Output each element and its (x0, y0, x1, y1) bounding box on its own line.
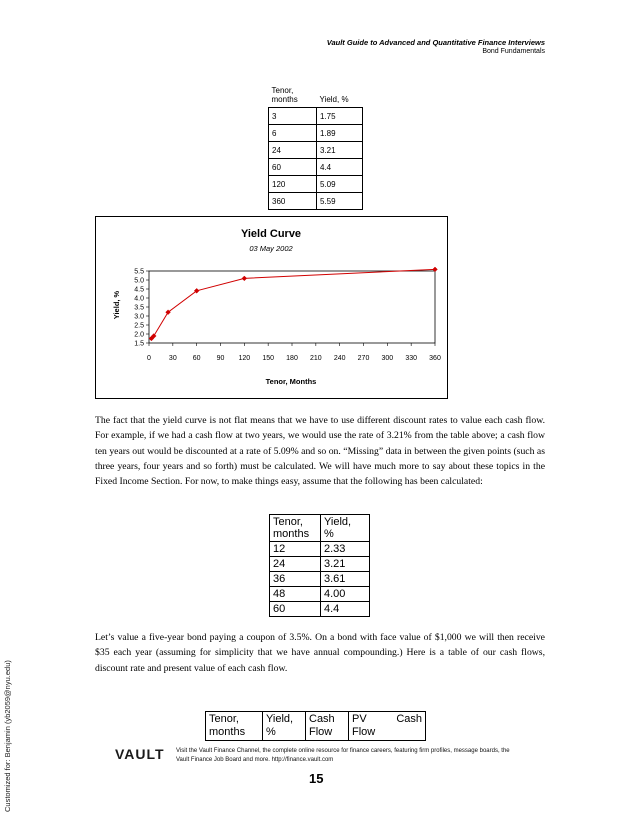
table-row: 48 4.00 (270, 587, 370, 602)
chart-x-axis-label: Tenor, Months (265, 377, 317, 386)
page-number: 15 (309, 771, 324, 786)
chart-plot-area (149, 271, 435, 343)
table-row: 60 4.4 (270, 602, 370, 617)
y-tick-label: 4.0 (134, 295, 144, 303)
header-cell-cash-flow: Cash Flow (306, 712, 349, 741)
yield-table-1-header (269, 86, 363, 108)
x-tick-label: 330 (405, 355, 418, 362)
vault-logo: VAULT (115, 746, 165, 762)
table-row: 36 3.61 (270, 572, 370, 587)
body-paragraph-1: The fact that the yield curve is not flat means that we have to use different discount rates to value each cash flow. For example, if we had a cash flow at two years, we would use the rate of 3.21% from the table above; a cash flow ten years out would be discounted at a rate of 5.09% and so on. “Missing” data in between the given points (such as three years, four years and so forth) must be calculated. We will have much more to say about these topics in the Fixed Income Section. For now, to make things easy, assume that the following has been calculated: (95, 415, 545, 488)
table-row: 360 5.59 (269, 193, 363, 210)
chart-marks (134, 267, 441, 362)
header-cell-tenor: Tenor, months (270, 515, 321, 542)
cash-flow-table (205, 711, 426, 741)
x-tick-label: 270 (357, 355, 370, 362)
yield-curve-chart (95, 216, 448, 399)
y-tick-label: 5.5 (134, 268, 144, 276)
customized-for-sidebar: Customized for: Benjamin (yb2059@nyu.edu) (3, 660, 12, 812)
header-cell-tenor: Tenor, months (206, 712, 263, 741)
x-tick-label: 210 (309, 355, 322, 362)
chart-subtitle: 03 May 2002 (249, 244, 293, 253)
cash-flow-table-header (206, 712, 426, 741)
y-tick-label: 4.5 (134, 286, 144, 294)
table-row: 60 4.4 (269, 159, 363, 176)
table-row: 24 3.21 (269, 142, 363, 159)
x-tick-label: 180 (286, 355, 298, 362)
yield-series-line (151, 269, 435, 338)
y-tick-label: 2.0 (134, 331, 144, 339)
x-tick-label: 240 (333, 355, 346, 362)
header-cell-yield: Yield, % (319, 95, 349, 104)
table-row: 6 1.89 (269, 125, 363, 142)
chart-title: Yield Curve (240, 228, 302, 240)
x-tick-label: 30 (168, 355, 177, 362)
running-header-title: Vault Guide to Advanced and Quantitative Finance Interviews (326, 38, 545, 47)
table-row: 12 2.33 (270, 542, 370, 557)
yield-data-point (242, 276, 247, 281)
chart-y-axis-label: Yield, % (112, 290, 121, 320)
y-tick-label: 2.5 (134, 322, 144, 330)
header-cell-yield: Yield, % (321, 515, 370, 542)
yield-table-2-header (270, 515, 370, 542)
body-paragraph-2: Let’s value a five-year bond paying a coupon of 3.5%. On a bond with face value of $1,000 we will then receive $35 each year (assuming for simplicity that we have annual compounding.) Here is a table of our cash flows, discount rate and present value of each cash flow. (95, 632, 545, 674)
footer-note: Visit the Vault Finance Channel, the complete online resource for finance careers, featuring firm profiles, message boards, the Vault Finance Job Board and more. http://finance.vault.com (176, 748, 510, 763)
x-tick-label: 120 (238, 355, 251, 362)
x-tick-label: 300 (381, 355, 394, 362)
table-row: 3 1.75 (269, 108, 363, 125)
y-tick-label: 3.5 (134, 304, 144, 312)
yield-table-1 (268, 86, 363, 210)
table-row: 120 5.09 (269, 176, 363, 193)
x-tick-label: 60 (192, 355, 201, 362)
table-row: 24 3.21 (270, 557, 370, 572)
x-tick-label: 90 (216, 355, 225, 362)
y-tick-label: 1.5 (134, 340, 144, 348)
header-cell-yield: Yield, % (263, 712, 306, 741)
header-cell-pv-cash-flow: PV Cash Flow (349, 712, 426, 741)
header-cell-tenor: Tenor, months (271, 86, 298, 104)
y-tick-label: 5.0 (134, 277, 144, 285)
x-tick-label: 360 (429, 355, 441, 362)
x-tick-label: 150 (262, 355, 275, 362)
x-tick-label: 0 (147, 355, 151, 362)
yield-table-2 (269, 514, 370, 617)
yield-curve-svg (96, 217, 447, 398)
y-tick-label: 3.0 (134, 313, 144, 321)
running-header-section: Bond Fundamentals (482, 48, 545, 55)
